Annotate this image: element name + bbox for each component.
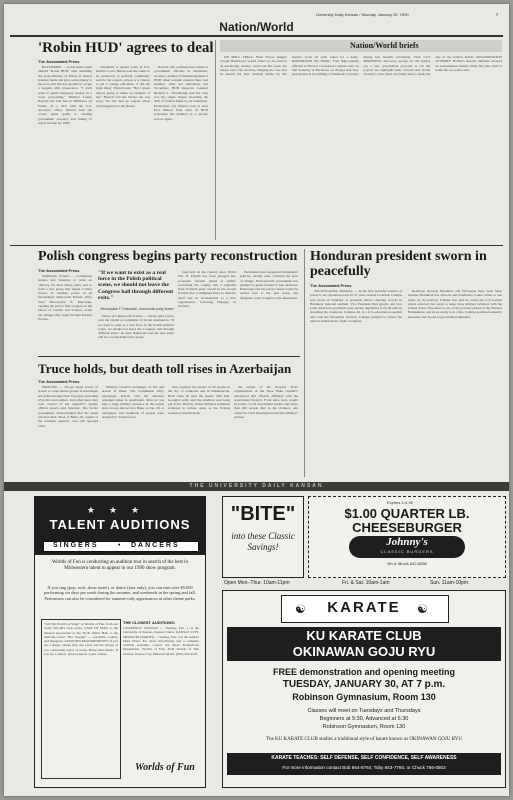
coupon-expires: Expires 2-4-90 [387,500,414,505]
star-icon: ★★★ [86,505,154,515]
talent-body: If you sing (pop, rock, show tunes), or dance (jazz only), you can earn over $5,000 performing six days per week during the summer, and weekends in the spring and fall. Performers can also be considered for summer-only appearances at other theme parks. [44,585,196,601]
robin-byline: The Associated Press [38,59,80,64]
hours-weekend: Fri. & Sat. 10am-1am [342,580,390,586]
polish-quote-attribution: Mieczyslaw F. Rakowski, communist party leader [100,307,174,311]
requirements-text: "All The World's A Stage" at Worlds of Fun, from our lively 50's-60's rock revue, STAR OF MAY, to the musical spectacular at the Tivoli Music Hall, to the melt-the-cooler "Hot Steppin" — goodtime country and bluegrass. AUDITION REQUIREMENTS: If you are a singer, please sing one verse and the chorus of two contrasting styles of songs. Bring sheet music. If you are a dancer, please prepare a jazz routine. [44,622,118,657]
coupon-item: CHEESEBURGER [352,520,462,535]
talent-title: TALENT AUDITIONS [49,517,191,532]
polish-pull-quote: "If we want to exist as a real force in the Polish political scene, we should not leave the Congress hall through different exits." [98,270,174,301]
azerbaijan-headline: Truce holds, but death toll rises in Azerbaijan [38,361,292,376]
bite-ad [222,496,304,578]
robin-headline: 'Robin HUD' agrees to deal [38,40,214,56]
robin-text-1: BALTIMORE — A real-estate agent dubbed "Robin HUD" after admitting she stole millions of dollars in federal housing funds and gave some money to the poor said she has decided to accept a bargain with prosecutors. "I don't want to spend taxpayers' money in a court proceeding," Marilyn Louise Harrell told The Sun in Baltimore on Friday. In a deal with the U.S. attorney's office, Harrell said she would plead guilty to stealing government property and failing to report income for 1986. [38,65,92,125]
azerbaijan-column-4 [234,385,298,477]
honduras-column-1 [310,289,402,477]
azerbaijan-text-4: the arrests of the People's Front organizations of the three Baku republics announced that officials affiliated with the Azerbaijani People's Front have been sought by police. Local Azerbaijani leaders said more than 200 people died in the violence, and called for a full investigation into the military's actions. [234,385,298,420]
briefs-text [220,55,502,241]
polish-text-3: long held on the country since World War II. Poland has been plunged into economic reforms aimed at swiftly converting the country into a capitalist state. Poland's party would be the second Eastern bloc Communist Party to dissolve itself and be reconstituted as a new organization, following Hungary in October. [178,270,236,309]
azerbaijan-text-3: Tass reported the arrests of 40 people in the city of Lenkoran and in Nakhichevan. Both cities lie near the border with Iran. Georgia's army said the rebellion was being put down. Heavily armed militants remained scattered in remote areas as the Soviets worked to disarm them. [168,385,230,415]
johnnys-logo: Johnny's [386,536,428,548]
closest-auditions-title: THE CLOSEST AUDITIONS: [123,620,176,625]
section-title: Nation/World [219,20,294,34]
polish-column-4 [240,270,298,352]
polish-column-2 [98,314,174,352]
singers-label: SINGERS [53,542,99,549]
azerbaijan-text-1: MOSCOW — Troops made scores of arrests to crush armed groups in Azerbaijan and acknowledged that 35 people, including 23 police and soldiers, have died since they took control of the republic's capital, official reports said Saturday. The Soviet government acknowledged that the death toll had risen. Most of Baku, the capital of the southern republic, was still reported calm. [38,385,98,428]
section-rule [10,35,503,37]
requirements-box [41,619,121,779]
page-number: 7 [496,12,499,17]
honduras-column-2 [408,289,502,477]
class-days: Classes will meet on Tuesdays and Thursdays [307,708,421,714]
polish-column-3 [178,270,236,352]
bite-heading: "BITE" [230,503,296,525]
fold-strip-text: THE UNIVERSITY DAILY KANSAN [189,483,324,489]
azerbaijan-column-1 [38,385,98,477]
free-demo: FREE demonstration and opening meeting [272,667,455,677]
club-style: OKINAWAN GOJU RYU [292,644,436,659]
hours-sunday: Sun. 11am-10pm [430,580,468,586]
tradition-text: The KU KARATE CLUB studies a traditional style of karate known as OKINAWAN GOJU RYU [266,737,462,742]
polish-text-1: WARSAW, Poland — Communist leaders met Saturday to write an obituary for their ruling party and to form a new group that stands a better chance of winning power in an increasingly democratic Poland. Party chief Mieczyslaw F. Rakowski, opening the party's final congress at the Palace of Culture and Science, noted the changes that swept through Eastern Europe. [38,274,92,321]
polish-text-2: Palace of Culture and Science — whose spire towers over the capital as a reminder of Soviet domination. "If we want to exist as a real force in the Polish political scene, we should not leave the Congress hall through different exits," he said. Rakowski said the new party will be a social-democratic group. [98,314,174,340]
class-times: Beginners at 5:30, Advanced at 6:30 [319,716,409,722]
robin-column-2 [96,65,150,241]
briefs-paragraph: ON SPILL TRIAL: Final Exxon skipper Joseph Hazelwood would rather not be tried in an Anchorage, Alaska, courtroom this week, his lawyer said. The attorney, bringing the case that he should not bear criminal blame for the nation's worst oil spill, asked for a delay. ROMANIANS ON TRIAL: Four high-ranking officials in Nicolae Ceausescu's regime went on trial Saturday in Bucharest on charges that they participated in the killings of hundreds of people during last month's revolution. TAX CUT PROPOSED: Advocacy groups for the elderly say a new government proposal to cut the payroll tax highlights their concern that Social Security's trust funds are being used to mask the size of the federal deficit. ASSASSINATION ATTEMPT: Bolivia's Interior Minister escaped an assassination attempt when five men tried to bomb his car, police said. [220,55,502,77]
robin-text-3: Harrell, who confessed her crimes to government officials in December, became a symbol of mismanagement at HUD when scandal erupted there last summer. After her indictment last November, HUD Inspector General Richard L. Thornburgh said the case was the single largest involving the theft of federal funds by an individual. Prosecutors say Harrell took at least $5.5 million from sales of HUD properties she handled as a private escrow agent. [154,65,208,121]
closest-auditions-text: LAWRENCE, KANSAS — Tuesday, Feb. 1 at the University of Kansas, Kansas Union. KANSAS CITY, MISSOURI (NORTH) — Sunday, Feb. 4 at the Adam's Mark Hotel. For more information and a complete audition schedule, contact the Show Productions Department, Worlds of Fun, 4545 Worlds of Fun Avenue, Kansas City, Missouri 64161, (816) 454-4545. [123,626,199,656]
worlds-of-fun-ad [34,496,206,788]
bite-subheading: into these Classic Savings! [231,531,295,552]
club-name: KU KARATE CLUB [306,628,422,643]
robin-column-1 [38,65,92,241]
column-divider [215,40,216,240]
briefs-header: Nation/World briefs [350,41,419,50]
polish-byline: The Associated Press [38,268,80,273]
azerbaijan-column-2 [102,385,164,477]
hours-weekday: Open Mon.-Thur. 10am-11pm [224,580,290,586]
karate-title: KARATE [327,599,401,616]
contact-text: For more information contact Bob 864-5764, Toby 843-7760, or Chuck 766-0503 [282,765,446,770]
johnnys-logo-sub: CLASSIC BURGERS [380,549,434,554]
divider-rule [10,245,503,246]
class-room: Robinson Gymnasium, Room 130 [322,724,406,730]
johnnys-address: 9th & Illinois 842-8058 [387,561,427,566]
robin-column-3 [154,65,208,241]
talent-intro: Worlds of Fun is conducting an audition tour in search of the best in Midwestern talent to appear in our 1990 show program. [51,560,189,571]
azerbaijan-column-3 [168,385,230,477]
folio-date: University Daily Kansan / Monday, January 29, 1990 [316,12,409,17]
karateka-left-icon: ☯ [295,602,306,616]
honduras-headline: Honduran president sworn in peacefully [310,249,487,279]
column-divider [304,249,305,477]
azerbaijan-byline: The Associated Press [38,379,80,384]
azerbaijan-text-2: Ministry reported exchanges of fire and arrests in Baku. The Communist Party newspaper Pravda said the situation remained tense in Azerbaijan. Moscow has kept a huge military presence in the region since troops moved into Baku on Jan. 20. A newspaper said hundreds of people were arrested by Soviet forces. [102,385,164,420]
divider-rule [38,356,300,357]
worlds-of-fun-logo: Worlds of Fun [135,762,195,773]
honduras-text-2: Relations between Honduras and Nicaragua have been tense because Honduras has allowed anti-Sandinista Contra rebels to use bases on its territory. Callejas has said he wants the U.S.-backed rebels removed but wants to keep close military relations with the United States. Honduras is one of the poorest nations in the Western Hemisphere, and its economy is in crisis. Callejas promised austerity measures and an end to government subsidies. [408,289,502,319]
robin-text-2: Scheduled to appear today in U.S. District Court, Harrell said she wants to be sentenced to perform community service but expects prison or a chance to get a college education. "I did the right thing," Harrell said. "But I guess they're going to make an example of me." Harrell told the Senate she was sorry, but she had no regrets about what happened to the money. [96,65,150,108]
karate-ad [222,590,506,788]
johnnys-coupon[interactable] [308,496,506,578]
bullet: • [118,542,121,549]
karateka-right-icon: ☯ [417,602,428,616]
honduras-text-1: TEGUCIGALPA, Honduras — In the first peaceful transfer of power to an opposition party in 57 years, Rafael Leonardo Callejas was sworn in Saturday as president before cheering crowds in Honduras' national stadium. Vice President Dan Quayle and four Latin American presidents were among dignitaries from 58 nations attending the ceremony. Callejas, 46, is a U.S.-educated economist who won the November election. Callejas pledged to reduce the nation's deficit and to fight corruption. [310,289,402,324]
polish-text-4: Parliament have supported Parliament's policies, though some criticized the pace of change. Mazowiecki's government has pledged to guide Poland to free elections. Rakowski said the party's assets would be turned over to the new party, and delegates voted to approve the dissolution. [240,270,298,300]
polish-headline: Polish congress begins party reconstruction [38,249,298,264]
coupon-price: $1.00 QUARTER LB. [344,506,470,521]
polish-column-1 [38,274,92,352]
demo-date: TUESDAY, JANUARY 30, AT 7 p.m. [282,679,446,690]
teaches-text: KARATE TEACHES: SELF DEFENSE, SELF CONFIDENCE, SELF AWARENESS [271,755,457,761]
demo-place: Robinson Gymnasium, Room 130 [292,692,436,702]
newspaper-page [4,4,509,796]
honduras-byline: The Associated Press [310,283,352,288]
dancers-label: DANCERS [131,542,180,549]
